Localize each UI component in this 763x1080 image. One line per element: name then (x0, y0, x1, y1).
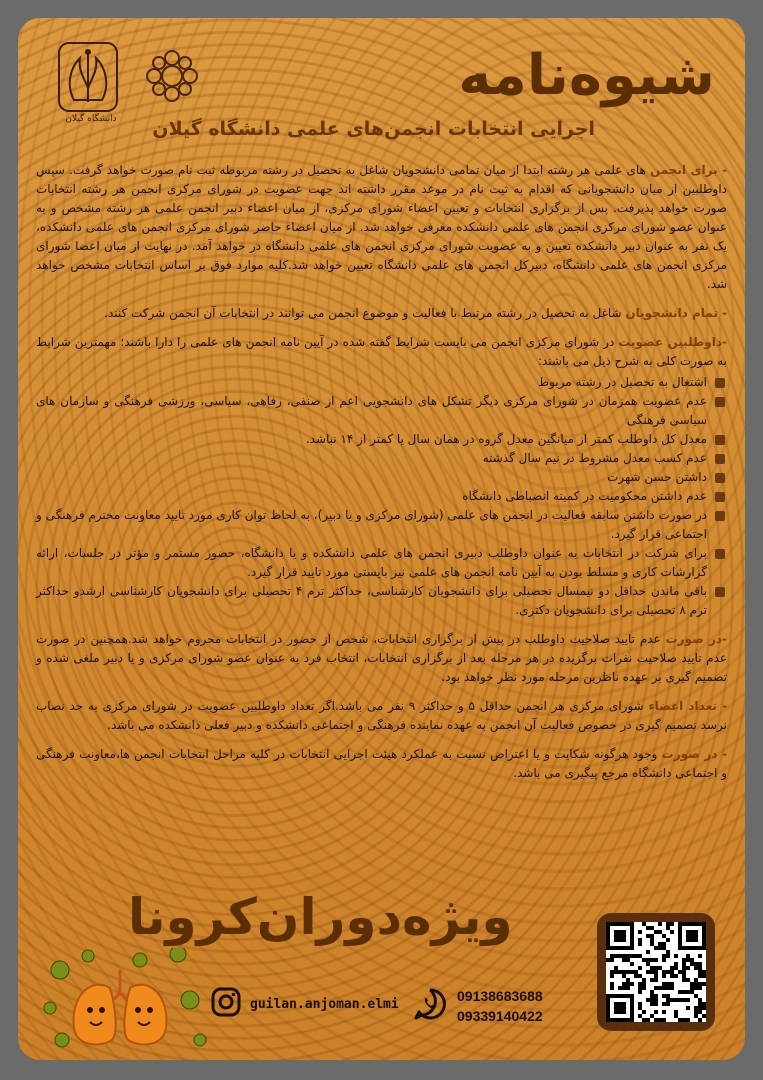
list-item-text: داشتن حسن شهرت (607, 470, 707, 484)
list-item (36, 582, 727, 620)
list-item (36, 487, 727, 506)
university-logo-text: دانشگاه گیلان (65, 114, 117, 124)
university-logo (56, 40, 126, 130)
paragraph-text: های علمی هر رشته ابتدا از میان تمامی دانشجویان شاغل به تحصیل در رشته مربوطه ثبت نام صورت خواهد گرفت. سپس داوطلبین از میان دانشجویانی که اقدام به ثبت نام در موعد مقرر داشته اند جهت عضویت در شورای مرکزی انجمن هر رشته انتخابات صورت خواهد پذیرفت. پس از برگزاری انتخابات و تعیین اعضاء شورای مرکزی، از میان اعضاء دبیر انجمن علمی هر رشته مشخص و به عنوان عضو شورای مرکزی انجمن های علمی دانشکده معرفی خواهد شد. از میان اعضاء حاضر شورای مرکزی انجمن های علمی دانشکده، یک نفر به عنوان دبیر دانشکده تعیین و به عضویت شورای مرکزی انجمن های علمی دانشگاه در خواهد آمد. در نهایت از میان اعضا شورای مرکزی انجمن های علمی دانشگاه، دبیرکل انجمن های علمی دانشگاه تعیین خواهد شد.کلیه موارد فوق بر اساس انتخابات مشخص خواهد شد. (36, 163, 727, 291)
instagram-icon (210, 986, 242, 1022)
list-item (36, 373, 727, 392)
bullet-icon (715, 492, 725, 502)
list-item (36, 468, 727, 487)
list-item (36, 430, 727, 449)
regulations-content (36, 161, 727, 793)
list-item-text: باقی ماندن حداقل دو نیمسال تحصیلی برای دانشجویان کارشناسی، حداکثر ترم ۴ تحصیلی برای دانشجویان کارشناسی ارشدو حداکثر ترم ۸ تحصیلی برای دانشجویان دکتری. (36, 584, 707, 617)
list-item-text: عدم عضویت همزمان در شورای مرکزی دیگر تشکل های دانشجویی اعم از صنفی، رفاهی، سیاسی، ورزشی فرهنگی و سازمان های سیاسی فرهنگی (36, 394, 707, 427)
phone-number-2[interactable]: 09339140422 (457, 1008, 543, 1024)
bullet-icon (715, 378, 725, 388)
paragraph-text: وجود هرگونه شکایت و یا اعتراض نسبت به عملکرد هیئت اجرایی انتخابات در کلیه مراحل انتخابات انجمن ها،معاونت فرهنگی و اجتماعی دانشگاه مرجع پیگیری می باشد. (36, 747, 727, 780)
page-subtitle: اجرایی انتخابات انجمن‌های علمی دانشگاه گیلان (152, 118, 595, 140)
bullet-icon (715, 549, 725, 559)
paragraph-structure (36, 161, 727, 294)
instagram-handle[interactable]: guilan.anjoman.elmi (250, 996, 399, 1012)
list-item (36, 544, 727, 582)
paragraph-text: شورای مرکزی هر انجمن حداقل ۵ و حداکثر ۹ نفر می باشد.اگر تعداد داوطلبین عضویت در شورای مرکزی به حد نصاب نرسد تصمیم گیری در خصوص فعالیت آن انجمن به عهده نماینده فرهنگی و اجتماعی دانشکده و دبیر فعلی دانشکده می باشد. (36, 699, 727, 732)
paragraph-member-count (36, 697, 727, 735)
phone-numbers (457, 986, 543, 1026)
qr-code[interactable] (606, 922, 706, 1022)
list-item-text: برای شرکت در انتخابات به عنوان داوطلب دبیری انجمن های علمی دانشکده و یا دانشگاه، حضور مستمر و مؤثر در جلسات، ارائه گزارشات کاری و مسلط بودن به آیین نامه انجمن های علمی نیز بایستی مورد تایید قرار گیرد. (36, 546, 707, 579)
list-item (36, 392, 727, 430)
paragraph-keyword: - تعداد اعضاء (648, 699, 728, 713)
paragraph-keyword: - برای انجمن (649, 163, 727, 177)
phone-number-1[interactable]: 09138683688 (457, 988, 543, 1004)
paragraph-text: عدم تایید صلاحیت داوطلب در پیش از برگزاری انتخابات، شخص از حضور در انتخابات محروم خواهد شد.همچنین در صورت عدم تایید صلاحیت نفرات برگزیده در هر مرحله بعد از برگزاری انتخابات، انتخاب فرد به عنوان عضو شورای مرکزی و یا دبیر ملغی شده و تصمیم گیری بر عهده ناظرین مرحله مورد نظر خواهد بود. (36, 632, 727, 684)
paragraph-keyword: -داوطلبین عضویت (618, 335, 727, 349)
list-item-text: عدم کسب معدل مشروط در نیم سال گذشته (482, 451, 707, 465)
logos (56, 40, 206, 130)
bullet-icon (715, 511, 725, 521)
bullet-icon (715, 435, 725, 445)
qr-code-frame (597, 913, 715, 1031)
page-title: شیوه‌نامه (458, 43, 715, 108)
list-item (36, 449, 727, 468)
paragraph-complaints (36, 745, 727, 783)
list-item-text: در صورت داشتن سابقه فعالیت در انجمن های علمی (شورای مرکزی و یا دبیر)، به لحاظ توان کاری مورد تایید معاونت محترم فرهنگی و اجتماعی قرار گیرد. (36, 508, 707, 541)
list-item-text: معدل کل داوطلب کمتر از میانگین معدل گروه در همان سال یا کمتر از ۱۴ نباشد. (305, 432, 707, 446)
association-logo (142, 46, 202, 106)
paragraph-keyword: - تمام دانشجویان (625, 306, 727, 320)
paragraph-keyword: - در صورت (661, 747, 727, 761)
paragraph-text: در شورای مرکزی انجمن می بایست شرایط گفته شده در آیین نامه انجمن های علمی را دارا باشند؛ مهمترین شرایط به صورت کلی به شرح ذیل می باشند: (36, 335, 727, 368)
poster (18, 18, 745, 1060)
phone-contact (413, 986, 543, 1026)
list-item (36, 506, 727, 544)
paragraph-keyword: -در صورت (665, 632, 727, 646)
bullet-icon (715, 454, 725, 464)
whatsapp-icon (413, 987, 447, 1025)
corona-banner: ویژه‌دوران‌کرونا (128, 888, 513, 946)
lungs-mascot-illustration (40, 948, 210, 1058)
paragraph-text: شاغل به تحصیل در رشته مرتبط با فعالیت و موضوع انجمن می توانند در انتخابات آن انجمن شرکت کنند. (104, 306, 626, 320)
conditions-list (36, 373, 727, 620)
list-item-text: اشتغال به تحصیل در رشته مربوط (538, 375, 707, 389)
paragraph-disqualification (36, 630, 727, 687)
bullet-icon (715, 397, 725, 407)
list-item-text: عدم داشتن محکومیت در کمیته انضباطی دانشگاه (462, 489, 707, 503)
instagram-contact[interactable] (210, 986, 399, 1022)
paragraph-eligibility (36, 304, 727, 323)
bullet-icon (715, 473, 725, 483)
bullet-icon (715, 587, 725, 597)
paragraph-candidates (36, 333, 727, 371)
